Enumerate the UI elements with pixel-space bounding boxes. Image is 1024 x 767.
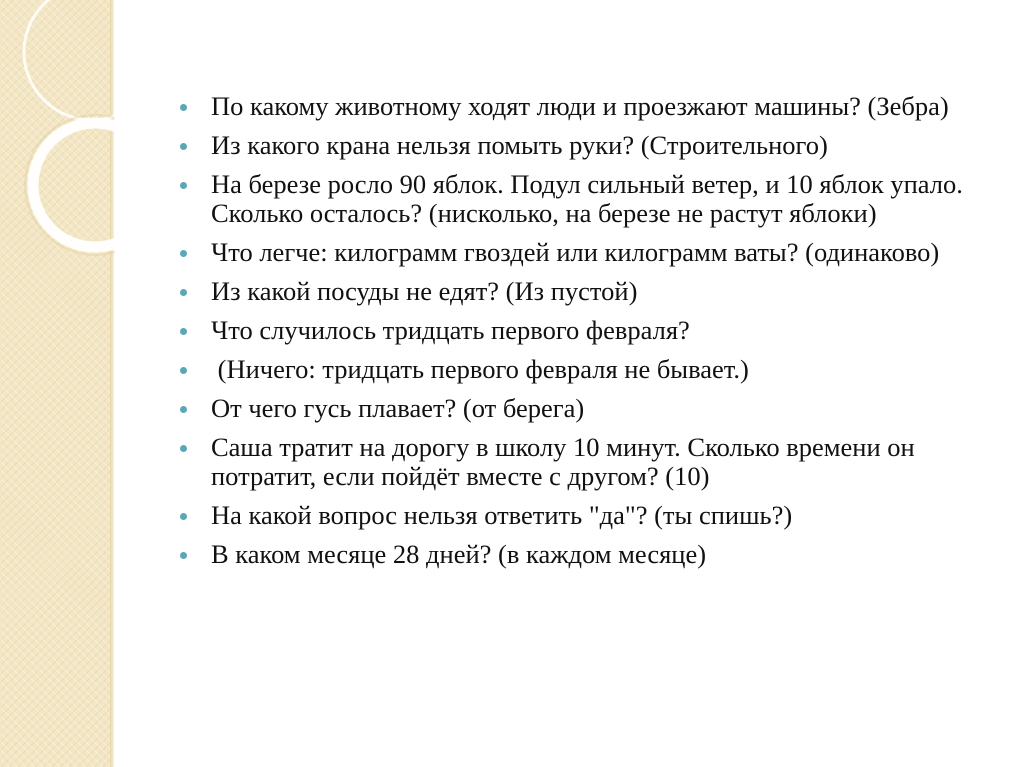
list-item: [176, 394, 996, 423]
bullet-dot-icon: [180, 104, 187, 111]
list-item-text: Что легче: килограмм гвоздей или килограмм ваты? (одинаково): [211, 237, 940, 267]
bullet-dot-icon: [180, 445, 187, 452]
list-item-text: (Ничего: тридцать первого февраля не бывает.): [211, 354, 749, 384]
list-item: [176, 238, 996, 267]
bullet-dot-icon: [180, 406, 187, 413]
slide-content: [176, 92, 996, 579]
bullet-dot-icon: [180, 289, 187, 296]
list-item: [176, 540, 996, 569]
list-item-text: Саша тратит на дорогу в школу 10 минут. Сколько времени он потратит, если пойдёт вместе с другом? (10): [211, 432, 915, 491]
bullet-dot-icon: [180, 552, 187, 559]
list-item-text: Что случилось тридцать первого февраля?: [211, 315, 690, 345]
list-item-text: На березе росло 90 яблок. Подул сильный ветер, и 10 яблок упало. Сколько осталось? (нисколько, на березе не растут яблоки): [211, 169, 963, 228]
bullet-dot-icon: [180, 328, 187, 335]
list-item-text: От чего гусь плавает? (от берега): [211, 393, 585, 423]
bullet-dot-icon: [180, 250, 187, 257]
bullet-list: [176, 92, 996, 569]
list-item-text: Из какого крана нельзя помыть руки? (Строительного): [211, 130, 828, 160]
list-item: [176, 131, 996, 160]
list-item: [176, 355, 996, 384]
list-item-text: По какому животному ходят люди и проезжают машины? (Зебра): [211, 91, 949, 121]
list-item-text: В каком месяце 28 дней? (в каждом месяце): [211, 539, 707, 569]
list-item: [176, 277, 996, 306]
list-item-text: Из какой посуды не едят? (Из пустой): [211, 276, 638, 306]
list-item: [176, 501, 996, 530]
decorative-ring-lower: [33, 123, 115, 247]
list-item-text: На какой вопрос нельзя ответить "да"? (ты спишь?): [211, 500, 793, 530]
list-item: [176, 170, 996, 228]
decorative-rings-icon: [0, 0, 115, 300]
list-item: [176, 92, 996, 121]
list-item: [176, 433, 996, 491]
bullet-dot-icon: [180, 513, 187, 520]
bullet-dot-icon: [180, 143, 187, 150]
bullet-dot-icon: [180, 182, 187, 189]
decorative-ring-upper: [24, 0, 115, 120]
bullet-dot-icon: [180, 367, 187, 374]
list-item: [176, 316, 996, 345]
